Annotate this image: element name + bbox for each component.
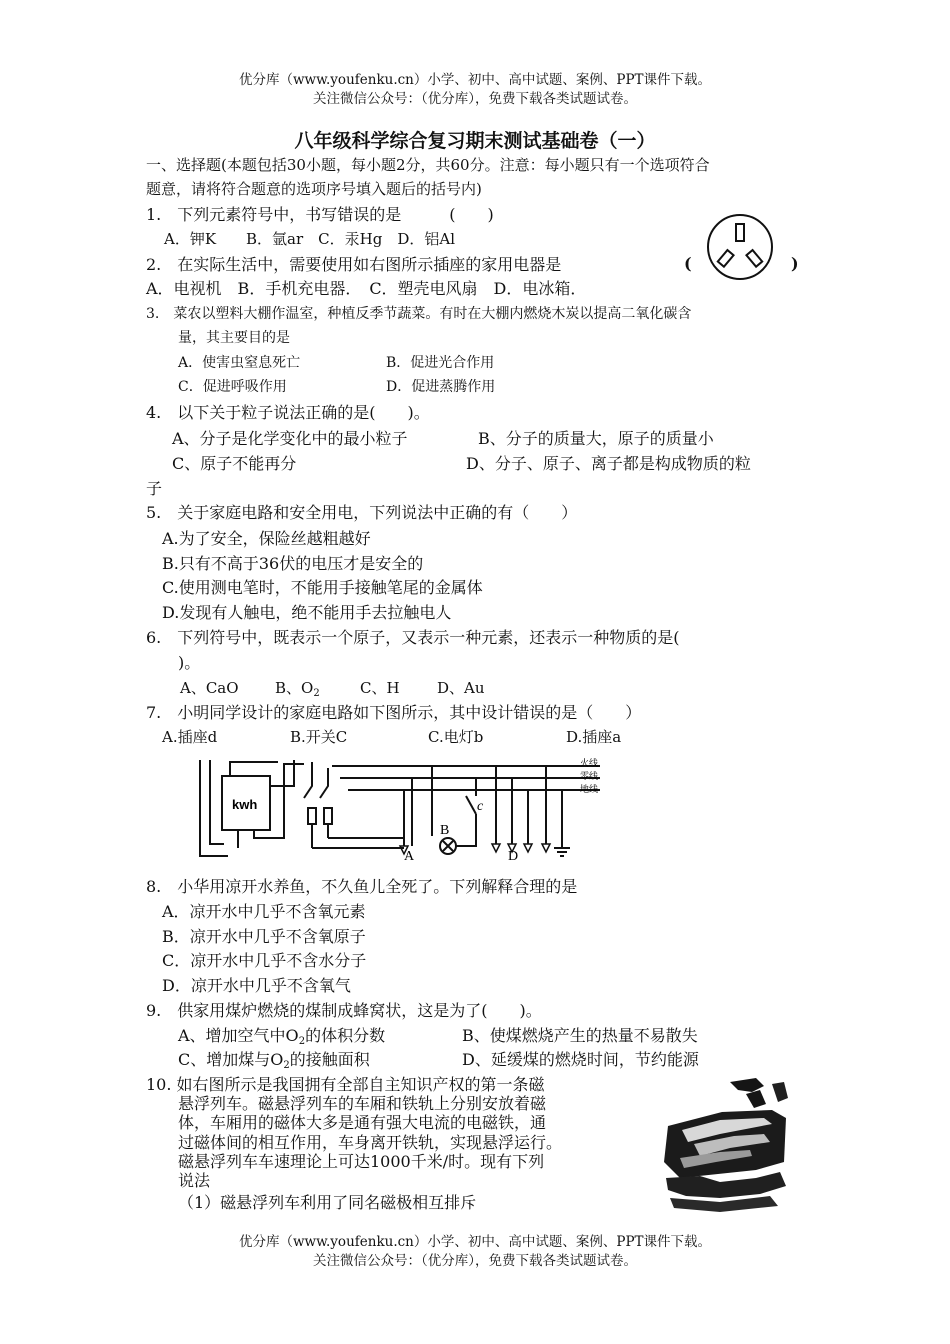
q5-option-c: C.使用测电笔时，不能用手接触笔尾的金属体 [162, 578, 483, 597]
q6-option-b: B、$O_2$ [275, 679, 320, 699]
q9-option-a: A、增加空气中O2的体积分数 [178, 1026, 386, 1047]
q5-option-b: B.只有不高于36伏的电压才是安全的 [162, 554, 424, 573]
q7-option-c: C.电灯b [428, 728, 484, 746]
maglev-train-image [660, 1078, 790, 1212]
q3-stem-1: 3. 菜农以塑料大棚作温室，种植反季节蔬菜。有时在大棚内燃烧木炭以提高二氧化碳含 [146, 306, 692, 322]
q4-option-d: D、分子、原子、离子都是构成物质的粒 [466, 454, 751, 473]
neutral-wire-label: 零线 [580, 772, 599, 782]
q7-option-d: D.插座a [566, 728, 622, 746]
q8-stem: 8. 小华用凉开水养鱼，不久鱼儿全死了。下列解释合理的是 [146, 877, 578, 896]
q3-option-b: B．促进光合作用 [386, 355, 495, 371]
q7-stem: 7. 小明同学设计的家庭电路如下图所示，其中设计错误的是（ ） [146, 703, 642, 722]
q3-option-a: A．使害虫窒息死亡 [178, 355, 301, 371]
q10-line-4: 过磁体间的相互作用，车身离开铁轨，实现悬浮运行。 [178, 1133, 563, 1152]
q8-option-c: C．凉开水中几乎不含水分子 [162, 951, 367, 970]
q8-option-d: D．凉开水中几乎不含氧气 [162, 976, 351, 995]
q8-option-b: B．凉开水中几乎不含氧原子 [162, 927, 366, 946]
label-c: c [477, 799, 484, 814]
q10-item-1: （1）磁悬浮列车利用了同名磁极相互排斥 [178, 1193, 477, 1212]
label-a: A [404, 849, 415, 864]
q6-option-a: A、CaO [180, 679, 239, 697]
header-line-1: 优分库（www.youfenku.cn）小学、初中、高中试题、案例、PPT课件下载。 [238, 72, 712, 88]
outlet-icon [705, 212, 775, 282]
q7-option-a: A.插座d [162, 728, 218, 746]
q10-line-3: 体，车厢用的磁体大多是通有强大电流的电磁铁，通 [178, 1113, 547, 1132]
q4-option-c: C、原子不能再分 [172, 454, 297, 473]
q9-option-b: B、使煤燃烧产生的热量不易散失 [462, 1026, 698, 1045]
q3-option-d: D．促进蒸腾作用 [386, 379, 496, 395]
q4-stem: 4. 以下关于粒子说法正确的是( )。 [146, 403, 430, 422]
q3-option-c: C．促进呼吸作用 [178, 379, 287, 395]
q5-option-d: D.发现有人触电，绝不能用手去拉触电人 [162, 603, 452, 622]
q1-stem: 1. 下列元素符号中，书写错误的是 ( ) [146, 205, 494, 224]
label-b: B [440, 823, 450, 838]
q3-stem-2: 量，其主要目的是 [178, 330, 290, 346]
q2-stem: 2. 在实际生活中，需要使用如右图所示插座的家用电器是 [146, 255, 562, 274]
q2-paren-close: ) [791, 254, 799, 273]
q4-option-b: B、分子的质量大，原子的质量小 [478, 429, 714, 448]
q10-line-1: 10. 如右图所示是我国拥有全部自主知识产权的第一条磁 [146, 1075, 545, 1094]
q9-stem: 9. 供家用煤炉燃烧的煤制成蜂窝状，这是为了( )。 [146, 1001, 542, 1020]
section-instruction-1: 一、选择题(本题包括30小题，每小题2分，共60分。注意：每小题只有一个选项符合 [146, 156, 710, 174]
q6-option-c: C、H [360, 679, 400, 697]
q9-option-d: D、延缓煤的燃烧时间，节约能源 [462, 1050, 699, 1069]
q9-option-c: C、增加煤与O2的接触面积 [178, 1050, 370, 1071]
q2-options: A．电视机 B．手机充电器． C．塑壳电风扇 D．电冰箱． [146, 279, 587, 298]
live-wire-label: 火线 [580, 759, 599, 769]
footer-line-1: 优分库（www.youfenku.cn）小学、初中、高中试题、案例、PPT课件下载。 [238, 1234, 712, 1250]
q6-option-d: D、Au [437, 679, 485, 697]
q10-line-5: 磁悬浮列车车速理论上可达1000千米/时。现有下列 [178, 1152, 545, 1171]
section-instruction-2: 题意，请将符合题意的选项序号填入题后的括号内) [146, 180, 482, 198]
footer-line-2: 关注微信公众号：（优分库），免费下载各类试题试卷。 [313, 1253, 637, 1269]
circuit-diagram [190, 752, 620, 864]
q6-stem-2: )。 [178, 653, 201, 672]
q1-options: A．钾K B．氩ar C．汞Hg D．铝Al [164, 230, 455, 248]
page-title: 八年级科学综合复习期末测试基础卷（一） [294, 130, 656, 152]
q2-paren-open: ( [684, 254, 692, 273]
q4-option-d-wrap: 子 [146, 479, 163, 498]
q5-option-a: A.为了安全，保险丝越粗越好 [162, 529, 371, 548]
q8-option-a: A．凉开水中几乎不含氧元素 [162, 902, 366, 921]
q7-option-b: B.开关C [290, 728, 348, 746]
q10-line-2: 悬浮列车。磁悬浮列车的车厢和铁轨上分别安放着磁 [178, 1094, 547, 1113]
ground-wire-label: 地线 [580, 785, 599, 795]
meter-label: kwh [232, 797, 258, 812]
header-line-2: 关注微信公众号：（优分库），免费下载各类试题试卷。 [313, 91, 637, 107]
label-d: D [508, 849, 519, 864]
q5-stem: 5. 关于家庭电路和安全用电，下列说法中正确的有（ ） [146, 503, 578, 522]
q10-line-6: 说法 [178, 1171, 211, 1190]
q6-stem: 6. 下列符号中，既表示一个原子，又表示一种元素，还表示一种物质的是( [146, 628, 680, 647]
q4-option-a: A、分子是化学变化中的最小粒子 [172, 429, 408, 448]
